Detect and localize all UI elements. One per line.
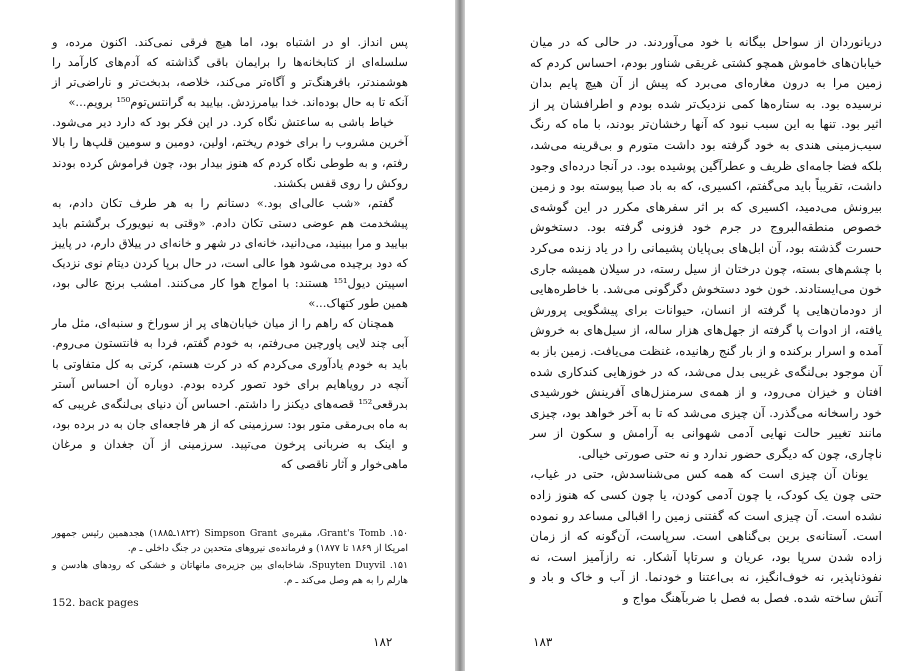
right-page-number: ۱۸۳ [533,635,553,649]
left-paragraph-1: پس انداز. او در اشتباه بود، اما هیچ فرقی نمی‌کند. اکنون مرده، و سلسله‌ای از کتابخانه‌ها را برایمان باقی گذاشته که آدم‌های کارآمد را هوشمندتر، بافرهنگ‌تر و آگاه‌تر می‌کند، خلاصه، بدبخت‌تر و ناراضی‌تر از آنکه تا به حال بوده‌اند. خدا بیامرزدش. بیایید به گرانتس‌توم¹⁵⁰ برویم...» [52,35,408,110]
left-paragraph-2: خیاط باشی به ساعتش نگاه کرد. در این فکر بود که دارد دیر می‌شود. آخرین مشروب را برای خودم ریختم، اولین، دومین و سومین قلپ‌ها را بالا رفتم، و به طوطی نگاه کردم که هنوز بیدار بود، چون فراموش کرده بودند روکش را روی قفس بکشند. [52,115,408,190]
footnote-150: ۱۵۰. Grant's Tomb، مقبره‌ی Simpson Grant (۱۸۲۲ـ۱۸۸۵) هجدهمین رئیس جمهور امریکا از ۱۸۶۹ تا ۱۸۷۷) و فرمانده‌ی نیروهای متحدین در جنگ داخلی ـ م. [52,528,409,554]
book-gutter [455,0,465,671]
footnotes [52,526,408,590]
left-paragraph-3: گفتم، «شب عالی‌ای بود.» دستانم را به هر طرف تکان دادم، به پیشخدمت هم عوضی دستی تکان دادم. «وقتی به نیویورک برگشتم باید بیایید و مرا ببینید، می‌دانید، خانه‌ای در شهر و خانه‌ای در ییلاق دارم، در پاییز که دود برچیده می‌شود هوا عالی است، در حال برپا کردن دیتام نوی نزدیک اسپیتن دیول¹⁵¹ هستند: با امواج هوا کار می‌کنند. امشب برنج عالی بود، همین طور کتهاک...» [52,195,408,311]
left-paragraph-4: همچنان که راهم را از میان خیابان‌های پر از سوراخ و سنبه‌ای، مثل مار آبی چند لایی پاورچین می‌رفتم، به خودم گفتم، فردا به فانتستون می‌روم. باید به خودم یادآوری می‌کردم که در کرت هستم، کرتی به کل متفاوتی با آنچه در رویاهایم برای خود تصور کرده بودم. دوباره آن احساس آستر بدرقعی¹⁵² قصه‌های دیکنز را داشتم. احساس آن دنیای بی‌لنگه‌ی غریبی که به ماه بی‌رمقی متور بود: سرزمینی که از هر فاجعه‌ای جان به در برده بود، و اینک به ضربانی پرخون می‌تپید. سرزمینی از آن جغدان و مرغان ماهی‌خوار و آثار ناقصی که [52,316,408,471]
left-page-number: ۱۸۲ [373,635,393,649]
right-paragraph-1: دریانوردان از سواحل بیگانه با خود می‌آوردند. در حالی که در میان خیابان‌های خاموش همچو کشتی غریقی شناور بودم، احساس کردم که زمین مرا به درون مغاره‌ای می‌برد که پیش از آن هیچ پایم بدان نرسیده بود. به ستاره‌ها کمی نزدیک‌تر شده بودم و اطرافشان پر از اثیر بود. تنها به این سبب نبود که آنها رخشان‌تر بودند، با ماه که رنگ سیب‌زمینی هندی به خود گرفته بود داشت متورم و بی‌قرینه می‌شد، بلکه فضا جامه‌ای ظریف و عطرآگین پوشیده بود. در آنجا درده‌ای وجود داشت، تقریباً باید می‌گفتم، اکسیری، که به باد صبا پیوسته بود و زمین بیرونش می‌دمید، اکسیری که بر اثر سفرهای مکرر در این گوشه‌ی خصوص منطقه‌البروج در جرم خود فزونی گرفته بود. دستخوش حسرت گذشته بود، آن ابل‌های بی‌پایان پشیمانی را در یاد زنده می‌کرد با چشم‌های بسته، چون درختان از سیل رسته، در سیلان همیشه جاری خون می‌ایستادند. خون خود دستخوش دگرگونی می‌شد. با خاطره‌هایی از دودمان‌هایی پا گرفته از انسان، حیوانات برای پیشگویی پرورش یافته، از ادوات پا گرفته از جهل‌های هزار ساله، از سیل‌های به خروش آمده و اسرار برکنده و از بار گنج رهانیده، غنظت می‌یافت. زمین باز به آن موجود بی‌لنگه‌ی غریبی بدل می‌شد، که در خوزهایی کندکاری شده افتان و خیزان می‌رود، و از همه‌ی سرمنزل‌های آفرینش خورشیدی خود راسخانه می‌گذرد. آن چیزی می‌شد که تا به آخر خواهد بود، چیزی مانند تغییر حالت نهایی آدمی شهوانی به آرامش و سکون از سر ناچاری، چون که دیگری حضور ندارد و نه حتی صورتی خیالی. [530,35,882,461]
right-page-body [530,32,882,609]
footnote-151: ۱۵۱. Spuyten Duyvil، شاخابه‌ای بین جزیره‌ی مانهاتان و خشکی که رودهای هادسن و هارلم را به هم وصل می‌کند ـ م. [52,560,408,586]
left-page [0,0,455,671]
back-pages-label: 152. back pages [52,597,139,609]
left-page-body [52,32,408,474]
right-paragraph-2: یونان آن چیزی است که همه کس می‌شناسدش، حتی در غیاب، حتی چون یک کودک، یا چون آدمی کودن، یا چون کسی که هنوز زاده نشده است. آن چیزی است که گفتنی زمین را اقبالی مساعد رو نموده است. آستانه‌ی برین بی‌گناهی است. سرپاست، آن‌گونه که از زمان زاده شدن سرپا بود، عریان و سرتاپا آشکار. نه رازآمیز است، نه نفوذناپذیر، نه خوف‌انگیز، نه بی‌اعتنا و خودنما. از آب و خاک و باد و آتش ساخته شده. فصل به فصل با ضربآهنگ مواج و [530,467,882,606]
